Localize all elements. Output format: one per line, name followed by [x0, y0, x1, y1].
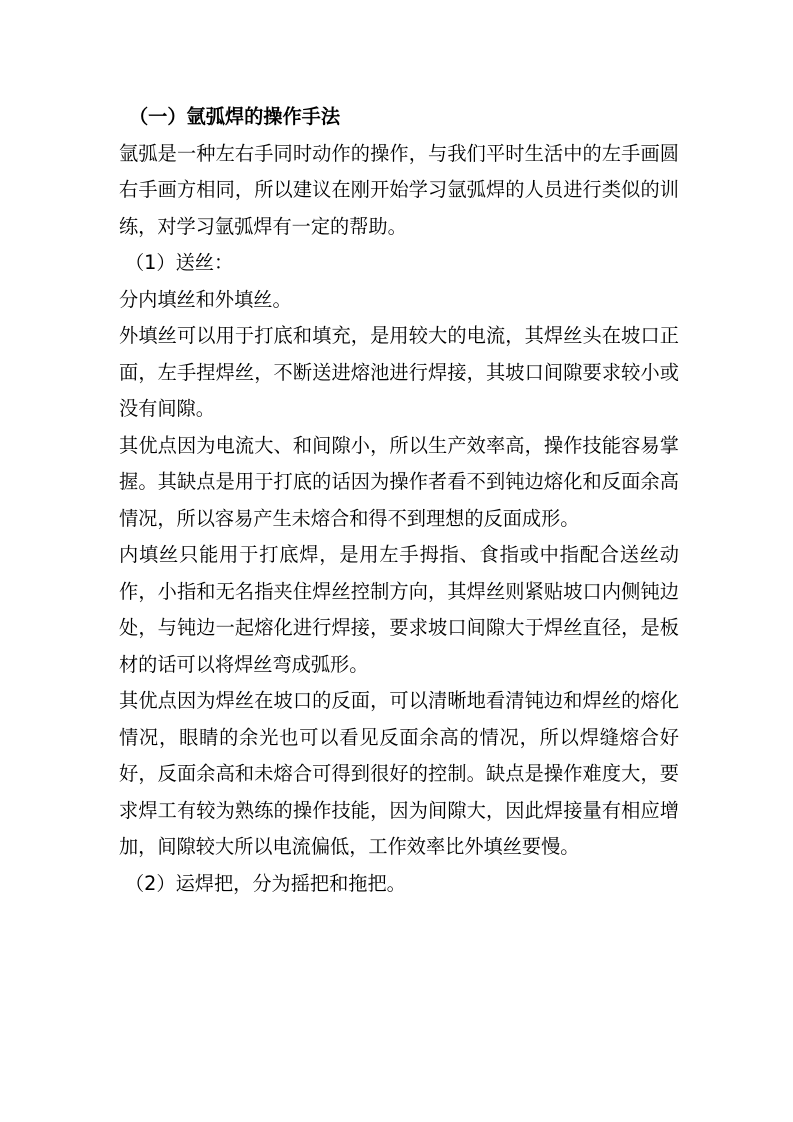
paragraph-outer-feed-pros-cons: 其优点因为电流大、和间隙小，所以生产效率高，操作技能容易掌握。其缺点是用于打底的话因为操作者看不到钝边熔化和反面余高情况，所以容易产生未熔合和得不到理想的反面成形。 [119, 433, 679, 530]
section-heading: （一）氩弧焊的操作手法 [129, 105, 341, 128]
paragraph-outer-feed: 外填丝可以用于打底和填充，是用较大的电流，其焊丝头在坡口正面，左手捏焊丝，不断送进熔池进行焊接，其坡口间隙要求较小或没有间隙。 [119, 324, 679, 420]
document-body [119, 99, 679, 902]
paragraph-subheading-torch: （2）运焊把，分为摇把和拖把。 [125, 871, 406, 895]
paragraph-subheading-feed-wire: （1）送丝： [125, 251, 234, 274]
paragraph-feed-types: 分内填丝和外填丝。 [119, 287, 292, 311]
paragraph-intro: 氩弧是一种左右手同时动作的操作，与我们平时生活中的左手画圆右手画方相同，所以建议在刚开始学习氩弧焊的人员进行类似的训练，对学习氩弧焊有一定的帮助。 [119, 141, 679, 238]
paragraph-inner-feed-pros-cons: 其优点因为焊丝在坡口的反面，可以清晰地看清钝边和焊丝的熔化情况，眼睛的余光也可以看见反面余高的情况，所以焊缝熔合好好，反面余高和未熔合可得到很好的控制。缺点是操作难度大，要求焊工有较为熟练的操作技能，因为间隙大，因此焊接量有相应增加，间隙较大所以电流偏低，工作效率比外填丝要慢。 [119, 689, 679, 858]
paragraph-inner-feed: 内填丝只能用于打底焊，是用左手拇指、食指或中指配合送丝动作，小指和无名指夹住焊丝控制方向，其焊丝则紧贴坡口内侧钝边处，与钝边一起熔化进行焊接，要求坡口间隙大于焊丝直径，是板材的话可以将焊丝弯成弧形。 [119, 543, 679, 676]
